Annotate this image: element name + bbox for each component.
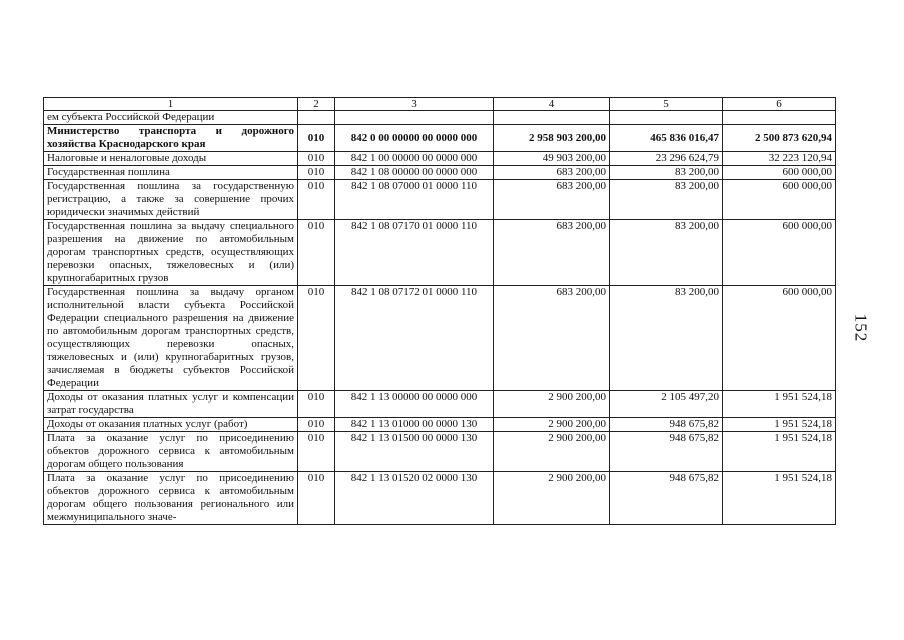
row-value-6: 2 500 873 620,94 (723, 125, 836, 152)
row-code: 010 (298, 472, 335, 525)
column-number-1: 1 (44, 98, 298, 111)
row-name: Государственная пошлина (44, 166, 298, 180)
table-row (44, 418, 836, 432)
column-number-2: 2 (298, 98, 335, 111)
row-name: Государственная пошлина за выдачу специального разрешения на движение по автомобильным дорогам транспортных средств, осуществляющих перевозки опасных, тяжеловесных и (или) крупногабаритных грузов (44, 220, 298, 286)
row-code: 010 (298, 220, 335, 286)
row-value-5: 2 105 497,20 (610, 391, 723, 418)
table-row (44, 180, 836, 220)
row-kbk: 842 1 13 01000 00 0000 130 (335, 418, 494, 432)
row-value-6: 600 000,00 (723, 220, 836, 286)
row-name: Плата за оказание услуг по присоединению объектов дорожного сервиса к автомобильным дорогам общего пользования регионального или межмуниципального значе- (44, 472, 298, 525)
table-header-row (44, 98, 836, 111)
table-row (44, 152, 836, 166)
row-value-5: 83 200,00 (610, 166, 723, 180)
row-kbk: 842 1 08 07172 01 0000 110 (335, 286, 494, 391)
row-code: 010 (298, 418, 335, 432)
row-value-4: 2 900 200,00 (494, 432, 610, 472)
row-value-5: 465 836 016,47 (610, 125, 723, 152)
empty-cell (723, 111, 836, 125)
row-value-4: 683 200,00 (494, 220, 610, 286)
row-value-4: 2 900 200,00 (494, 391, 610, 418)
continuation-row (44, 111, 836, 125)
row-value-4: 2 900 200,00 (494, 418, 610, 432)
row-kbk: 842 1 08 07170 01 0000 110 (335, 220, 494, 286)
revenue-table (43, 97, 836, 525)
page-number: 152 (851, 313, 871, 343)
row-value-5: 83 200,00 (610, 180, 723, 220)
row-name: Министерство транспорта и дорожного хозяйства Краснодарского края (44, 125, 298, 152)
row-value-5: 83 200,00 (610, 220, 723, 286)
table-row (44, 166, 836, 180)
table-row (44, 125, 836, 152)
row-kbk: 842 0 00 00000 00 0000 000 (335, 125, 494, 152)
column-number-5: 5 (610, 98, 723, 111)
row-value-4: 49 903 200,00 (494, 152, 610, 166)
row-value-6: 1 951 524,18 (723, 391, 836, 418)
empty-cell (494, 111, 610, 125)
row-name: Доходы от оказания платных услуг (работ) (44, 418, 298, 432)
row-code: 010 (298, 391, 335, 418)
row-value-4: 683 200,00 (494, 166, 610, 180)
row-kbk: 842 1 13 00000 00 0000 000 (335, 391, 494, 418)
table-row (44, 472, 836, 525)
row-value-5: 948 675,82 (610, 418, 723, 432)
row-name: Государственная пошлина за выдачу органом исполнительной власти субъекта Российской Федерации специального разрешения на движение по автомобильным дорогам транспортных средств, осуществляющих перевозки опасных, тяжеловесных и (или) крупногабаритных грузов, зачисляемая в бюджеты субъектов Российской Федерации (44, 286, 298, 391)
row-kbk: 842 1 13 01520 02 0000 130 (335, 472, 494, 525)
row-kbk: 842 1 13 01500 00 0000 130 (335, 432, 494, 472)
row-value-6: 1 951 524,18 (723, 418, 836, 432)
row-value-4: 683 200,00 (494, 286, 610, 391)
row-value-6: 600 000,00 (723, 180, 836, 220)
row-value-5: 948 675,82 (610, 432, 723, 472)
row-code: 010 (298, 166, 335, 180)
table-row (44, 220, 836, 286)
row-kbk: 842 1 08 07000 01 0000 110 (335, 180, 494, 220)
row-kbk: 842 1 00 00000 00 0000 000 (335, 152, 494, 166)
row-value-4: 2 958 903 200,00 (494, 125, 610, 152)
row-code: 010 (298, 152, 335, 166)
table-row (44, 432, 836, 472)
row-kbk: 842 1 08 00000 00 0000 000 (335, 166, 494, 180)
column-number-4: 4 (494, 98, 610, 111)
row-name: Доходы от оказания платных услуг и компенсации затрат государства (44, 391, 298, 418)
table-row (44, 391, 836, 418)
table-row (44, 286, 836, 391)
continuation-text: ем субъекта Российской Федерации (44, 111, 298, 125)
empty-cell (335, 111, 494, 125)
column-number-3: 3 (335, 98, 494, 111)
column-number-6: 6 (723, 98, 836, 111)
empty-cell (610, 111, 723, 125)
row-value-6: 600 000,00 (723, 166, 836, 180)
row-name: Плата за оказание услуг по присоединению объектов дорожного сервиса к автомобильным дорогам общего пользования (44, 432, 298, 472)
row-code: 010 (298, 180, 335, 220)
row-value-5: 23 296 624,79 (610, 152, 723, 166)
row-value-5: 948 675,82 (610, 472, 723, 525)
empty-cell (298, 111, 335, 125)
row-value-6: 600 000,00 (723, 286, 836, 391)
row-code: 010 (298, 432, 335, 472)
row-value-6: 32 223 120,94 (723, 152, 836, 166)
row-value-4: 683 200,00 (494, 180, 610, 220)
row-value-4: 2 900 200,00 (494, 472, 610, 525)
row-value-6: 1 951 524,18 (723, 472, 836, 525)
row-value-6: 1 951 524,18 (723, 432, 836, 472)
row-code: 010 (298, 125, 335, 152)
row-name: Налоговые и неналоговые доходы (44, 152, 298, 166)
row-name: Государственная пошлина за государственную регистрацию, а также за совершение прочих юридически значимых действий (44, 180, 298, 220)
row-code: 010 (298, 286, 335, 391)
row-value-5: 83 200,00 (610, 286, 723, 391)
